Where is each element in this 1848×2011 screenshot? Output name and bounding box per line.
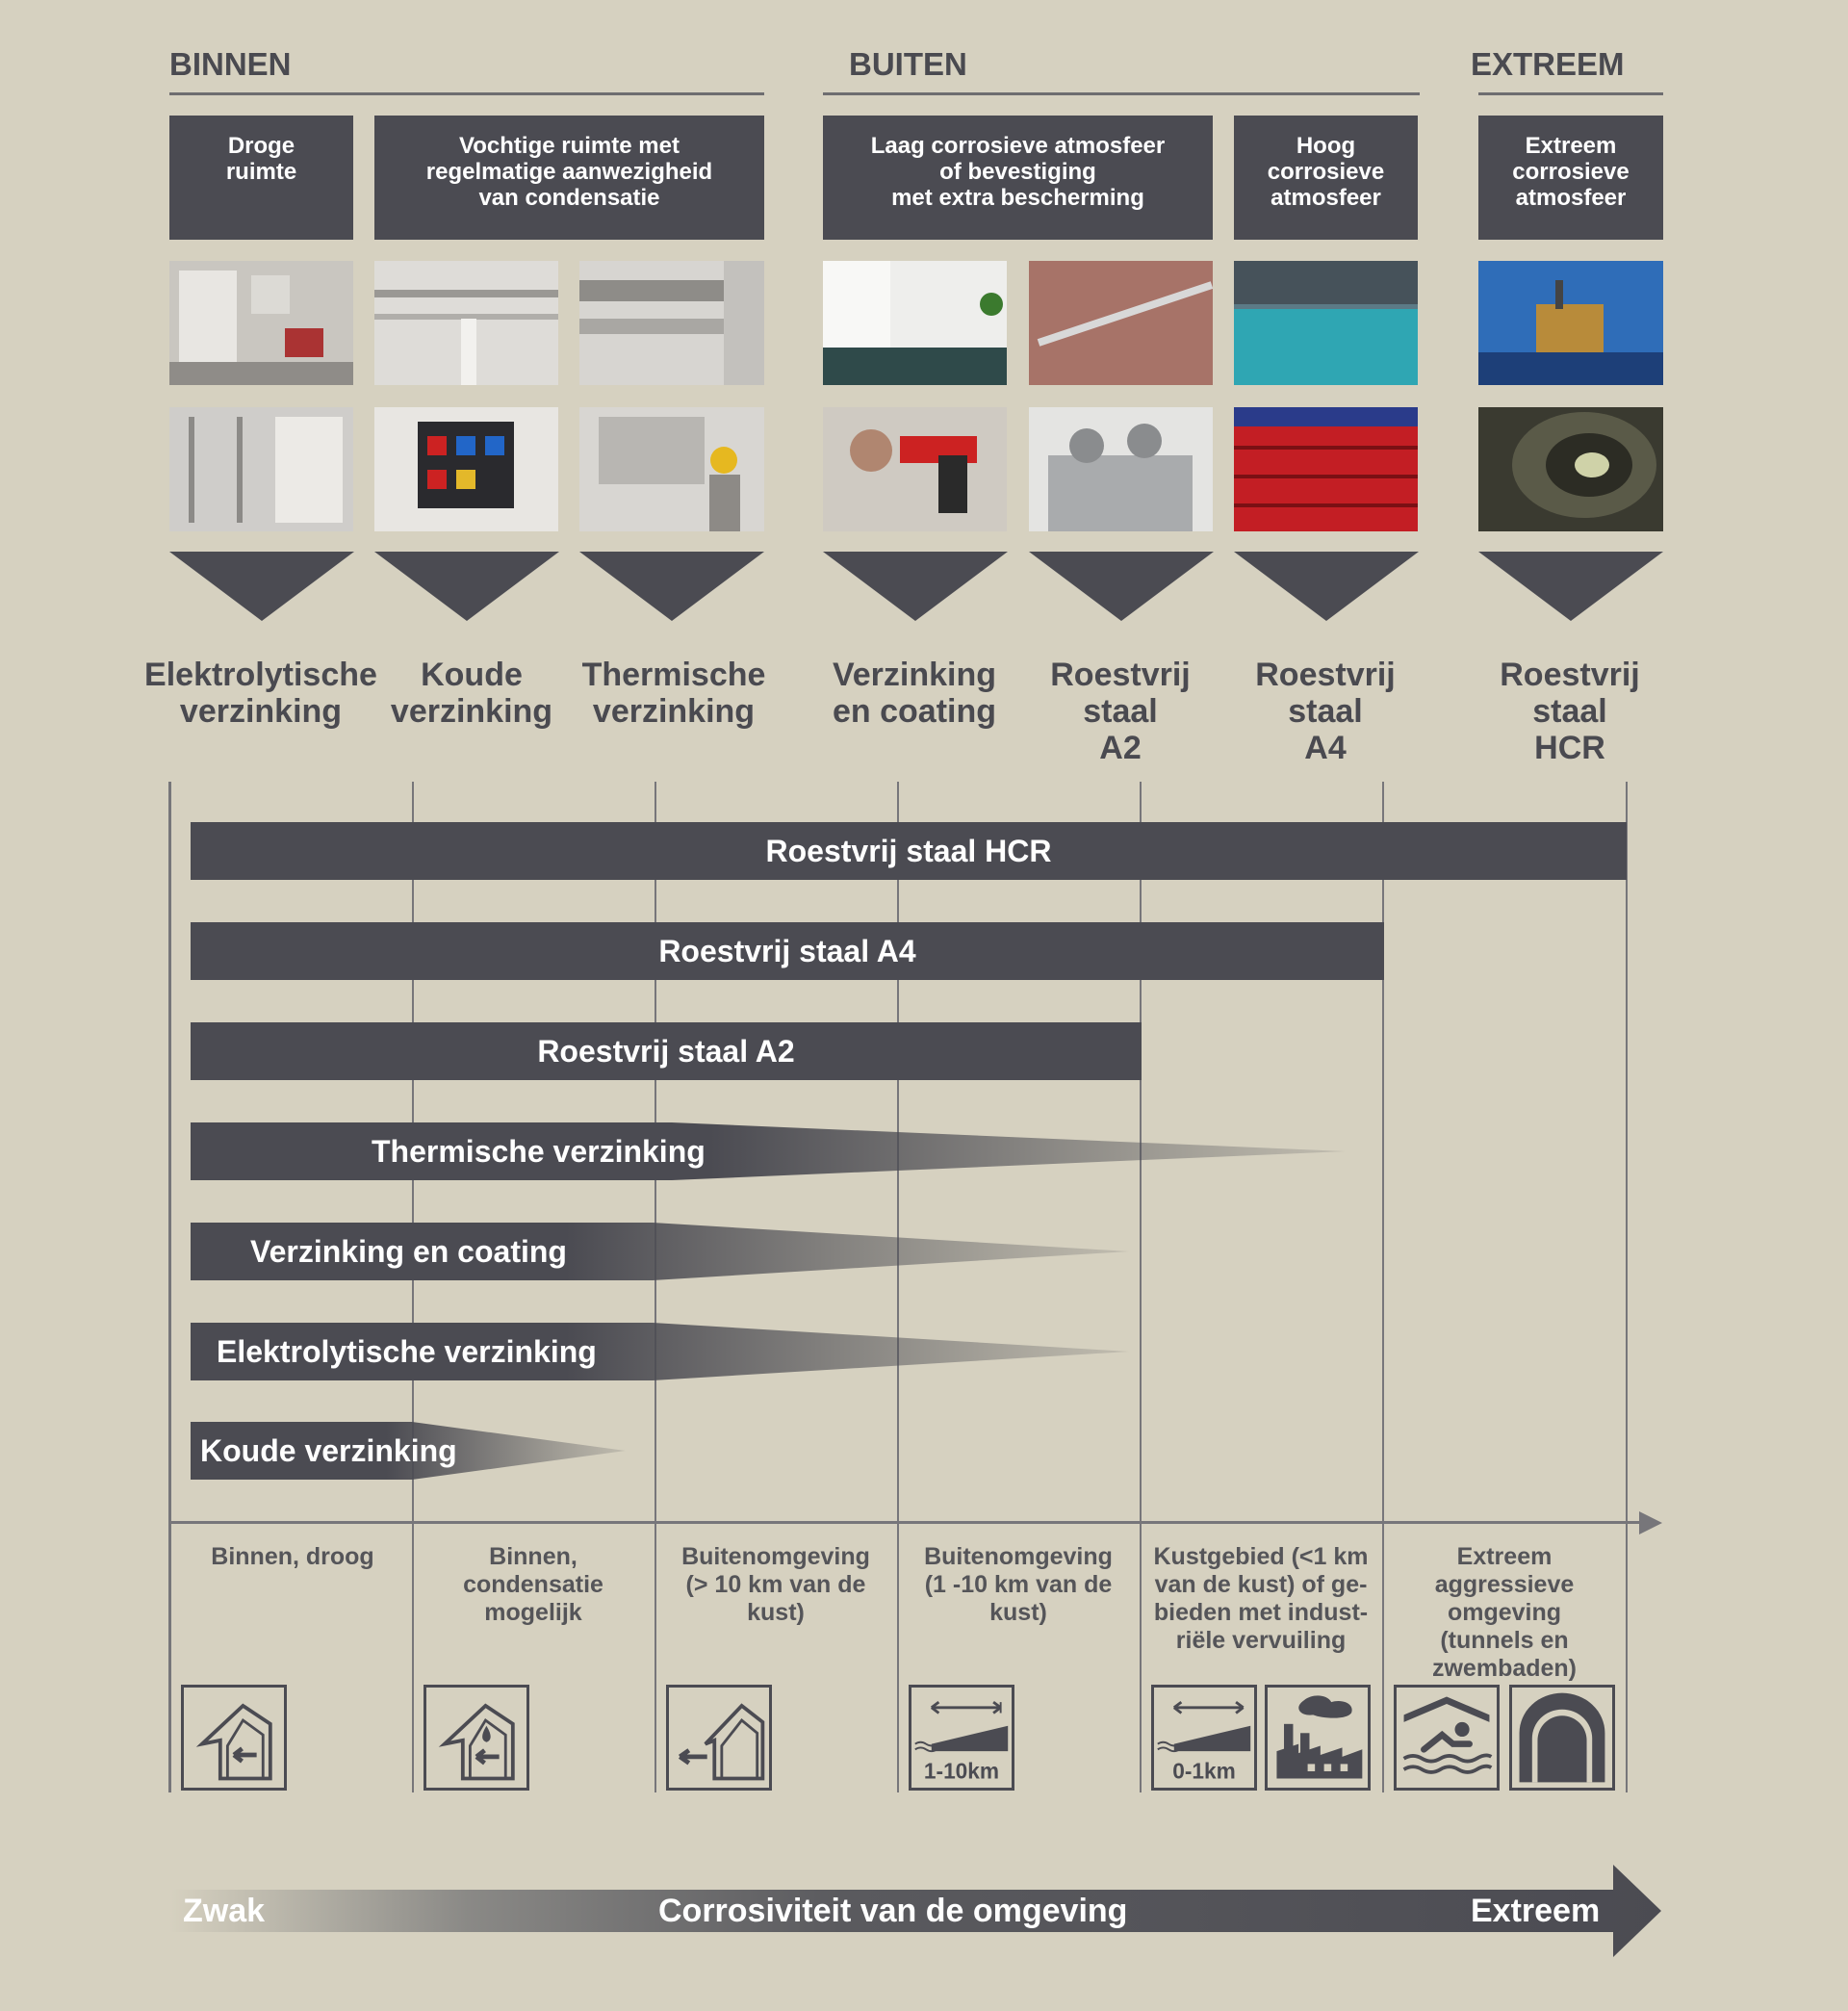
scenario-hoog-corrosief: Hoog corrosieve atmosfeer	[1234, 116, 1418, 240]
category-rule-extreem	[1478, 92, 1663, 95]
bar-thermische-verzinking	[191, 1122, 1346, 1180]
scale-title: Corrosiviteit van de omgeving	[658, 1893, 1128, 1929]
bar-label-a2: Roestvrij staal A2	[537, 1033, 795, 1069]
scenario-droge-ruimte: Droge ruimte	[169, 116, 353, 240]
scale-high-label: Extreem	[1471, 1893, 1601, 1929]
env-label-binnen-condensatie: Binnen, condensatie mogelijk	[463, 1543, 603, 1626]
arrow-down-2	[374, 552, 559, 621]
photo-handrail-brick	[1029, 261, 1213, 385]
bar-label-thermische: Thermische verzinking	[372, 1134, 706, 1169]
bar-koude-verzinking	[191, 1422, 626, 1480]
material-label-hcr: Roestvrij staal HCR	[1500, 657, 1640, 766]
arrow-down-4	[823, 552, 1008, 621]
material-label-verzinking-coating: Verzinking en coating	[832, 657, 997, 730]
arrow-down-1	[169, 552, 354, 621]
category-title-buiten: BUITEN	[849, 46, 967, 82]
bar-label-elektrolytische: Elektrolytische verzinking	[217, 1334, 597, 1369]
arrow-down-3	[579, 552, 764, 621]
bar-elektrolytische-verzinking	[191, 1323, 1129, 1380]
coast-distance-1-10km-icon	[909, 1685, 1014, 1791]
photo-electrical-panel	[374, 407, 558, 531]
photo-bathroom	[823, 261, 1007, 385]
tunnel-icon	[1509, 1685, 1615, 1791]
material-label-koude: Koude verzinking	[390, 657, 553, 730]
env-label-binnen-droog: Binnen, droog	[211, 1543, 374, 1570]
distance-text-1-10km: 1-10km	[923, 1758, 1000, 1784]
arrow-down-5	[1029, 552, 1214, 621]
house-indoor-icon	[181, 1685, 287, 1791]
x-axis-arrowhead	[1639, 1511, 1662, 1534]
scale-low-label: Zwak	[183, 1893, 266, 1929]
photo-offshore-platform	[1478, 261, 1663, 385]
photo-stadium-seats	[1234, 407, 1418, 531]
scenario-extreem-corrosief: Extreem corrosieve atmosfeer	[1478, 116, 1663, 240]
photo-worker-drill	[823, 407, 1007, 531]
photo-tunnel	[1478, 407, 1663, 531]
arrow-down-6	[1234, 552, 1419, 621]
x-axis-line	[168, 1521, 1641, 1524]
env-label-buiten-10km: Buitenomgeving (> 10 km van de kust)	[681, 1543, 870, 1626]
photo-drywall-frame	[169, 407, 353, 531]
env-label-buiten-1-10km: Buitenomgeving (1 -10 km van de kust)	[924, 1543, 1113, 1626]
house-outdoor-icon	[666, 1685, 772, 1791]
photo-dry-room-kitchen	[169, 261, 353, 385]
bar-label-verzinking-coating: Verzinking en coating	[250, 1234, 567, 1269]
scenario-laag-corrosief: Laag corrosieve atmosfeer of bevestiging met extra bescherming	[823, 116, 1213, 240]
coast-distance-0-1km-icon	[1151, 1685, 1257, 1791]
photo-industrial-kitchen	[1029, 407, 1213, 531]
house-condensation-icon	[424, 1685, 529, 1791]
arrow-down-7	[1478, 552, 1663, 621]
distance-text-0-1km: 0-1km	[1172, 1758, 1236, 1784]
photo-swimming-pool	[1234, 261, 1418, 385]
material-label-a2: Roestvrij staal A2	[1050, 657, 1191, 766]
scenario-vochtige-ruimte: Vochtige ruimte met regelmatige aanwezigheid van condensatie	[374, 116, 764, 240]
factory-pollution-icon	[1265, 1685, 1371, 1791]
photo-worker-duct	[579, 407, 764, 531]
photo-ceiling-pipes	[579, 261, 764, 385]
category-rule-binnen	[169, 92, 764, 95]
bar-label-a4: Roestvrij staal A4	[658, 933, 916, 968]
material-label-thermisch: Thermische verzinking	[581, 657, 766, 730]
env-label-kustgebied: Kustgebied (<1 km van de kust) of ge- bieden met indust- riële vervuiling	[1153, 1543, 1369, 1654]
material-label-a4: Roestvrij staal A4	[1255, 657, 1396, 766]
bar-verzinking-en-coating	[191, 1223, 1129, 1280]
category-rule-buiten	[823, 92, 1420, 95]
bar-label-koude: Koude verzinking	[200, 1433, 457, 1468]
bar-roestvrij-staal-hcr	[191, 822, 1627, 880]
photo-ceiling-trays	[374, 261, 558, 385]
bar-roestvrij-staal-a4	[191, 922, 1384, 980]
gridline-6	[1626, 782, 1628, 1792]
category-title-binnen: BINNEN	[169, 46, 292, 82]
category-title-extreem: EXTREEM	[1471, 46, 1625, 82]
env-label-extreem: Extreem aggressieve omgeving (tunnels en zwembaden)	[1431, 1543, 1578, 1682]
material-label-elektrolytisch: Elektrolytische verzinking	[144, 657, 377, 730]
bar-label-hcr: Roestvrij staal HCR	[765, 833, 1052, 868]
swimming-pool-icon	[1394, 1685, 1500, 1791]
corrosivity-scale-arrow	[169, 1863, 1661, 1959]
bar-roestvrij-staal-a2	[191, 1022, 1142, 1080]
y-axis-line	[168, 782, 171, 1792]
